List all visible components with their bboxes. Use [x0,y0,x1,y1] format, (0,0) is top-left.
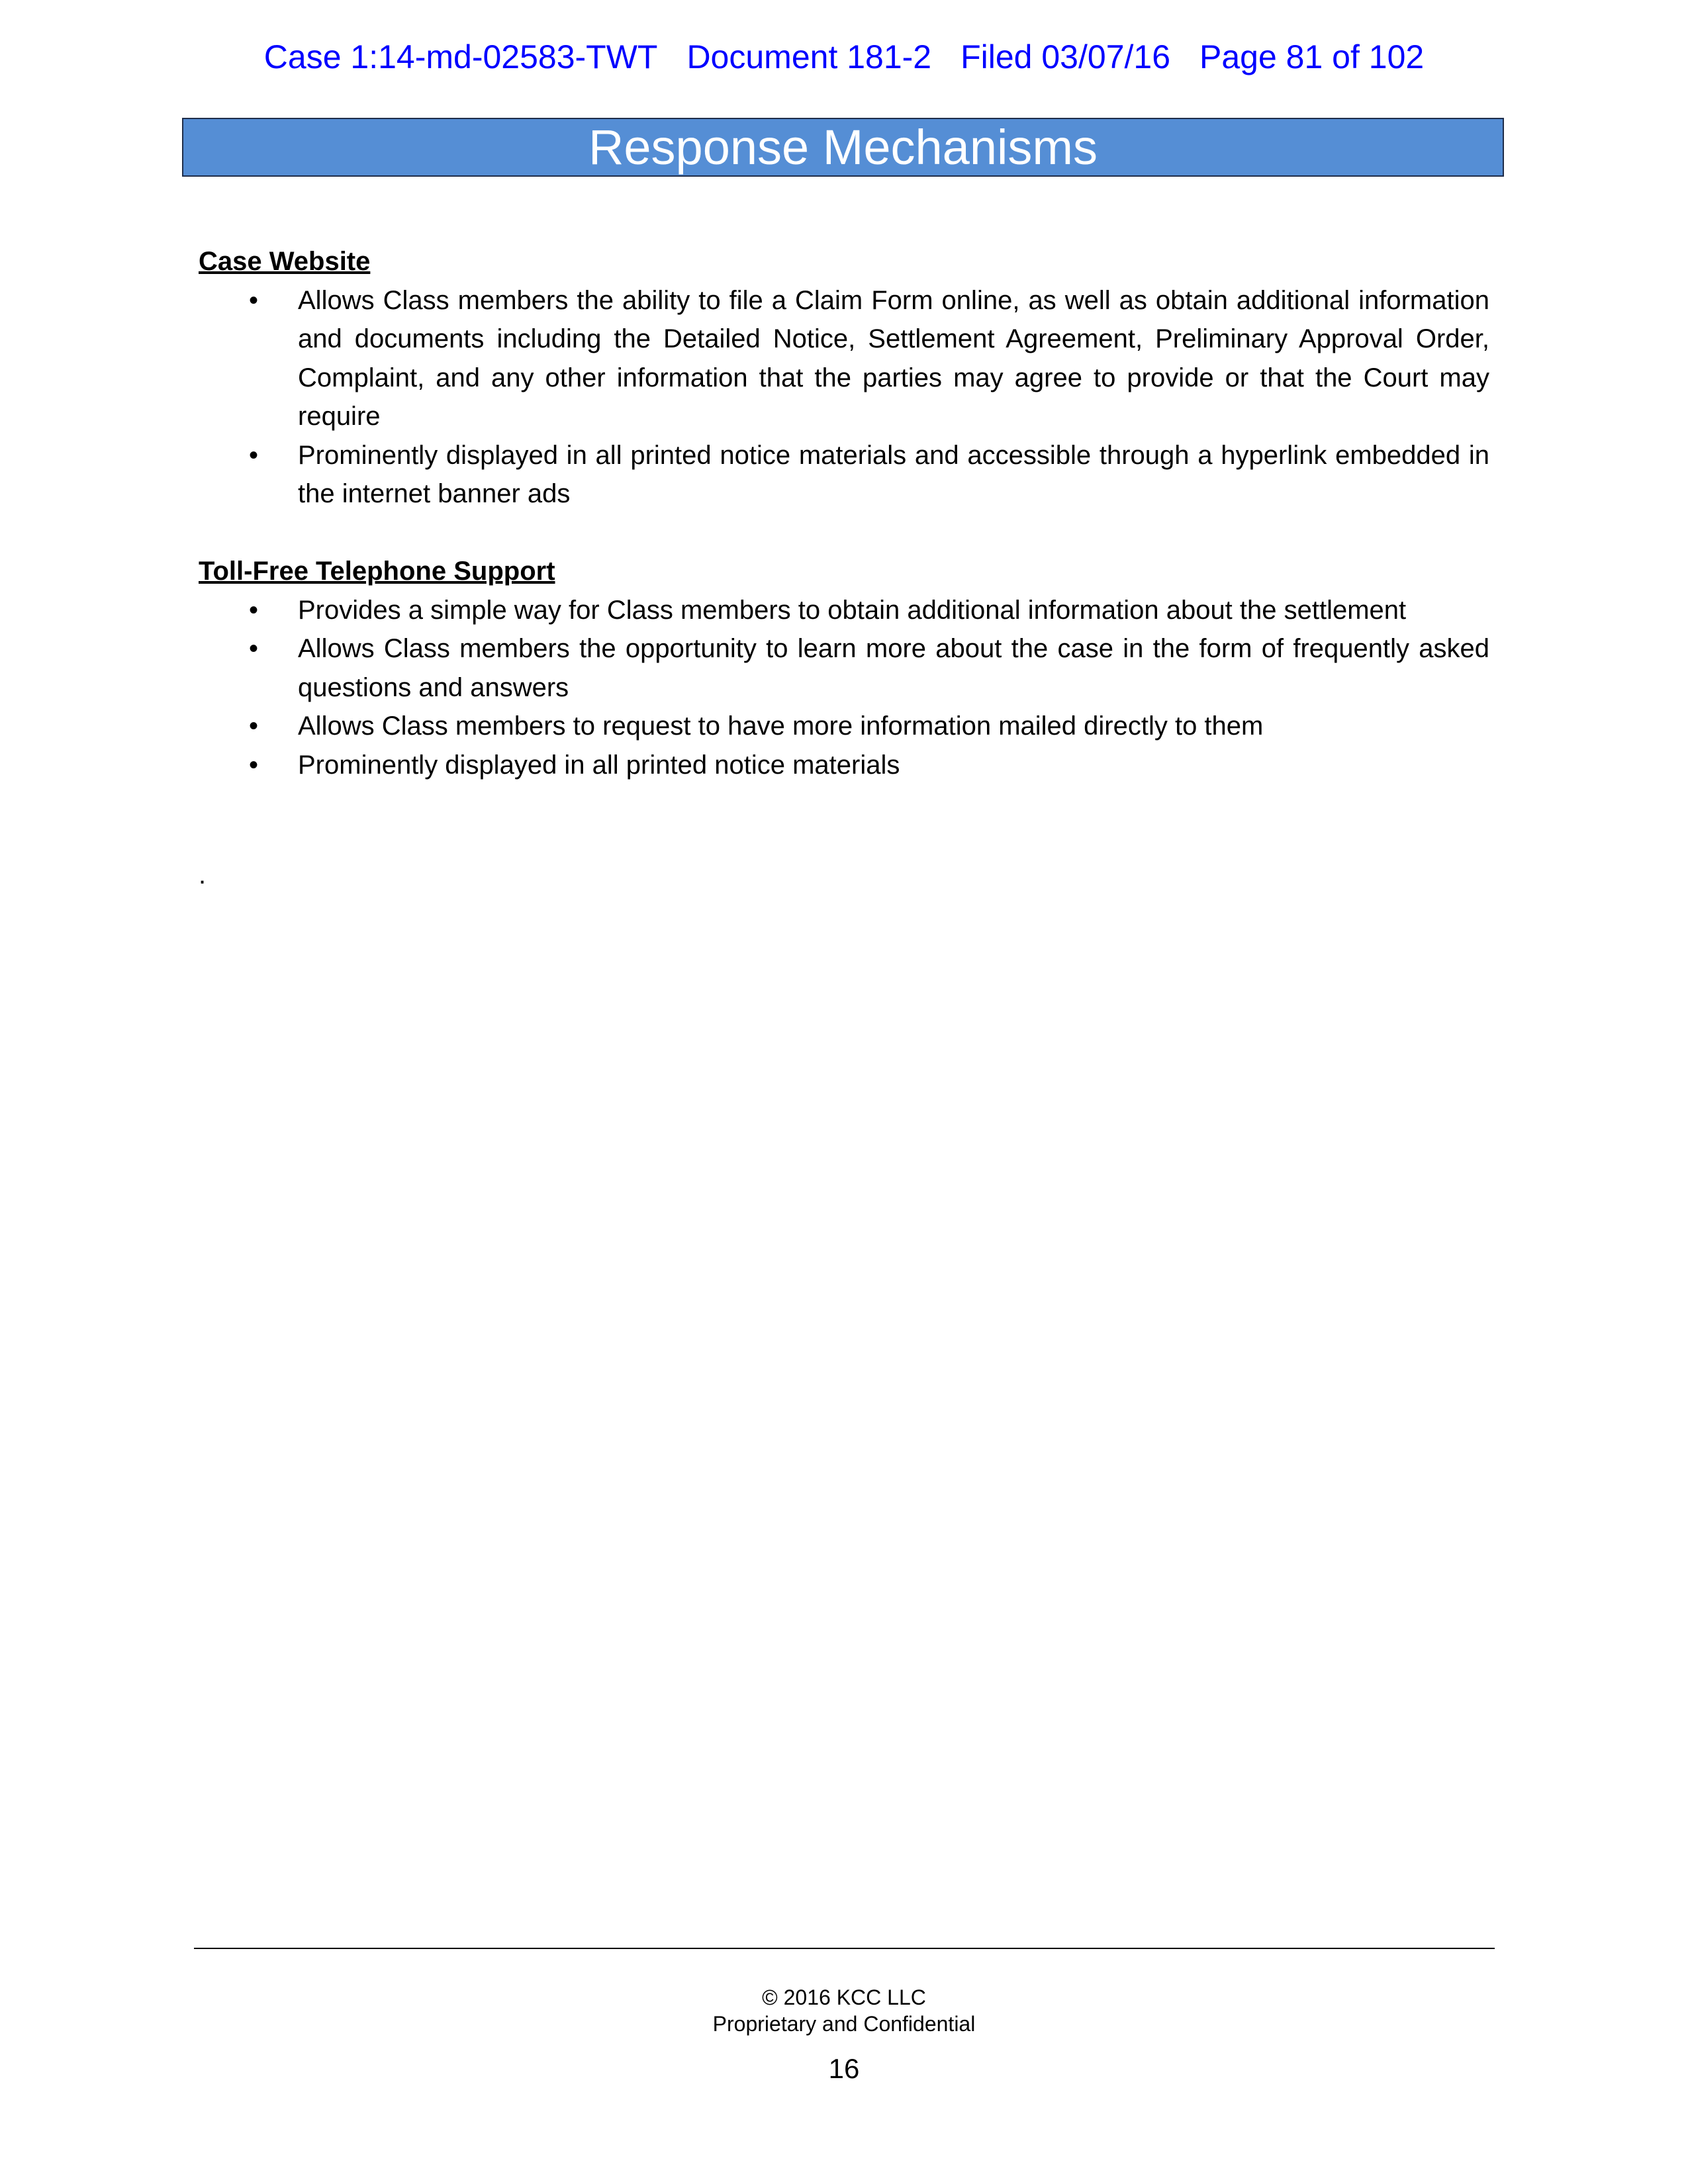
list-item [199,629,1489,707]
list-item-text: Prominently displayed in all printed notice materials and accessible through a hyperlink embedded in the internet banner ads [298,440,1489,508]
bullet-icon: • [249,440,259,470]
bullet-list [199,591,1489,785]
list-item-text: Allows Class members the ability to file a Claim Form online, as well as obtain additional information and documents including the Detailed Notice, Settlement Agreement, Preliminary Approval Order, Complaint, and any other information that the parties may agree to provide or that the Court may require [298,285,1489,431]
filed-date: Filed 03/07/16 [961,38,1171,75]
stray-period: . [199,860,207,889]
case-header [0,37,1688,77]
bullet-list [199,281,1489,514]
bullet-icon: • [249,285,259,315]
list-item-text: Allows Class members to request to have more information mailed directly to them [298,711,1264,741]
document-number: Document 181-2 [686,38,932,75]
page-number: 16 [828,2053,860,2084]
page-of-total: Page 81 of 102 [1199,38,1425,75]
list-item-text: Prominently displayed in all printed notice materials [298,750,900,780]
list-item [199,707,1489,746]
title-bar [182,118,1504,177]
content [199,242,1489,784]
list-item [199,746,1489,785]
list-item [199,591,1489,630]
footer-divider [194,1948,1495,1949]
section-heading: Toll-Free Telephone Support [199,557,555,586]
list-item [199,281,1489,436]
section-toll-free-telephone-support [199,552,1489,784]
bullet-icon: • [249,750,259,780]
case-number: Case 1:14-md-02583-TWT [263,38,658,75]
section-heading: Case Website [199,247,371,276]
page-title: Response Mechanisms [588,119,1098,175]
section-case-website [199,242,1489,514]
bullet-icon: • [249,595,259,625]
footer-copyright: © 2016 KCC LLC [762,1985,926,2009]
bullet-icon: • [249,711,259,741]
bullet-icon: • [249,634,259,663]
footer-confidential: Proprietary and Confidential [712,2012,976,2036]
section-spacer [199,514,1489,553]
list-item-text: Provides a simple way for Class members to obtain additional information about the settlement [298,595,1407,625]
list-item-text: Allows Class members the opportunity to learn more about the case in the form of frequently asked questions and answers [298,634,1489,702]
list-item [199,436,1489,514]
